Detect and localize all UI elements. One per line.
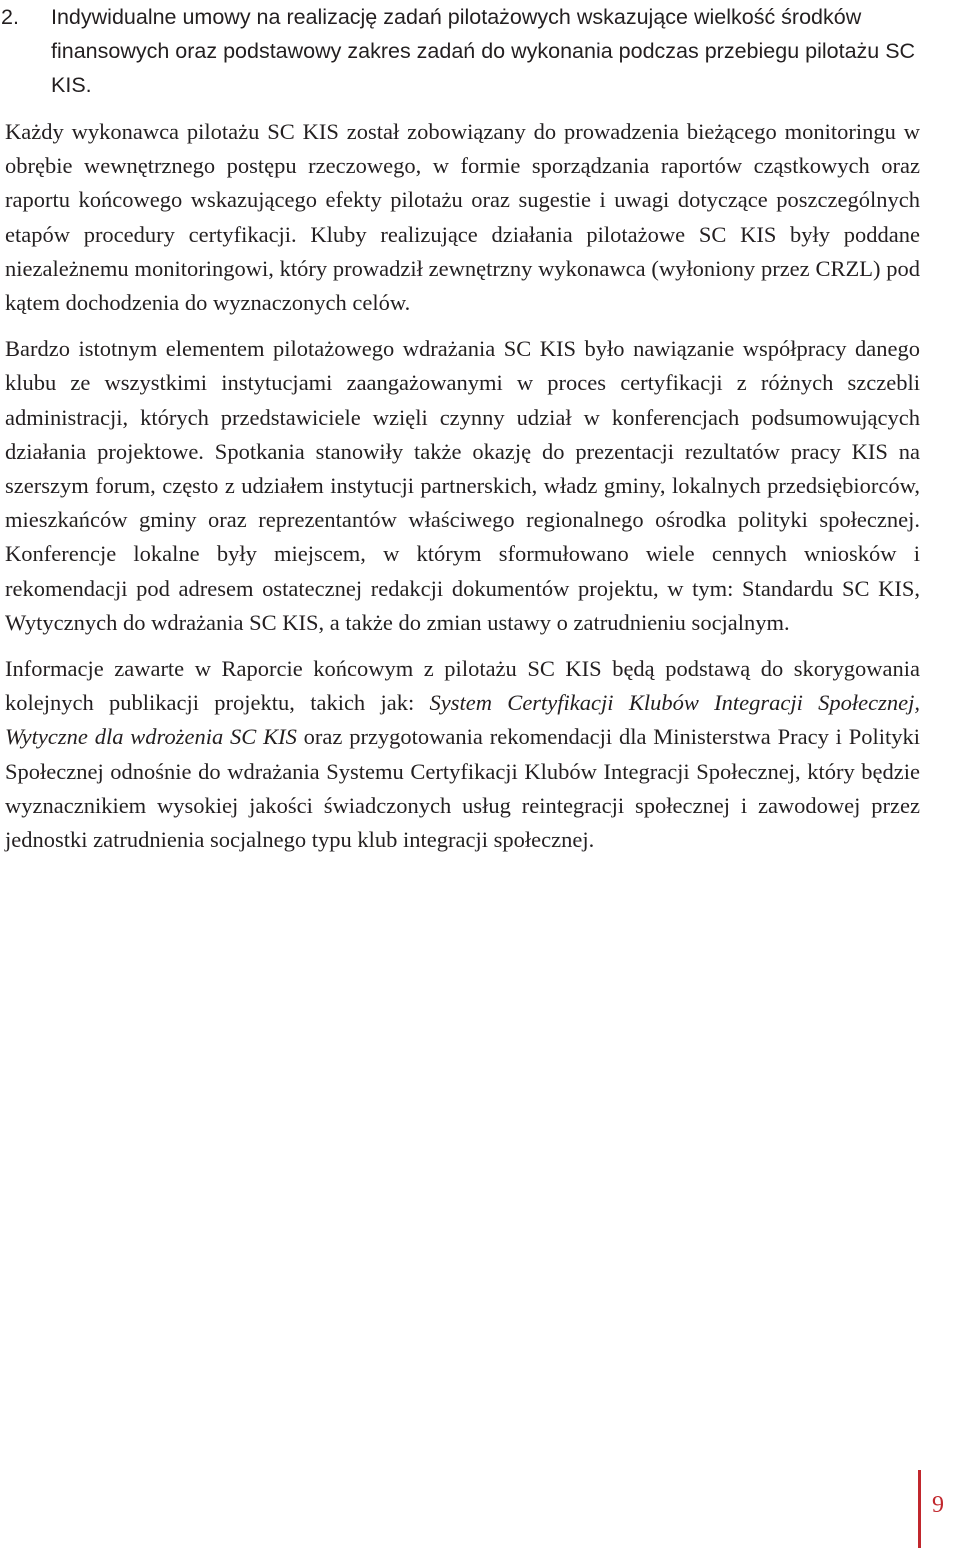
paragraph-final-report [5,652,920,857]
publication-titles: System Certyfikacji Klubów Integracji Społecznej, Wytyczne dla wdrożenia SC KIS [5,690,921,750]
paragraph-text-end: oraz przygotowania rekomendacji dla Ministerstwa Pracy i Polityki Społecznej odnośnie do wdrażania Systemu Certyfikacji Klubów Integracji Społecznej, który będzie wyznacznikiem wysokiej jakości świadczonych usług reintegracji społecznej i zawodowej przez jednostki zatrudnienia socjalnego typu klub integracji społecznej. [5,724,920,853]
list-item-2 [0,0,935,102]
paragraph-cooperation: Bardzo istotnym elementem pilotażowego wdrażania SC KIS było nawiązanie współpracy danego klubu ze wszystkimi instytucjami zaangażowanymi w proces certyfikacji z różnych szczebli administracji, których przedstawiciele wzięli czynny udział w konferencjach podsumowujących działania projektowe. Spotkania stanowiły także okazję do prezentacji rezultatów pracy KIS na szerszym forum, często z udziałem instytucji partnerskich, władz gminy, lokalnych przedsiębiorców, mieszkańców gminy oraz reprezentantów właściwego regionalnego ośrodka polityki społecznej. Konferencje lokalne były miejscem, w którym sformułowano wiele cennych wniosków i rekomendacji pod adresem ostatecznej redakcji dokumentów projektu, w tym: Standardu SC KIS, Wytycznych do wdrażania SC KIS, a także do zmian ustawy o zatrudnieniu socjalnym. [5,336,920,635]
page-number-rule [918,1470,921,1548]
paragraph-text-start: Informacje zawarte w Raporcie końcowym z pilotażu SC KIS będą podstawą do skorygowania kolejnych publikacji projektu, takich jak: [5,656,920,716]
list-item-text: Indywidualne umowy na realizację zadań pilotażowych wskazujące wielkość środków finansowych oraz podstawowy zakres zadań do wykonania podczas przebiegu pilotażu SC KIS. [51,5,916,97]
body-text [5,115,920,857]
list-number: 2. [1,5,19,29]
page-number: 9 [932,1492,944,1518]
paragraph-monitoring: Każdy wykonawca pilotażu SC KIS został zobowiązany do prowadzenia bieżącego monitoringu w obrębie wewnętrznego postępu rzeczowego, w formie sporządzania raportów cząstkowych oraz raportu końcowego wskazującego efekty pilotażu oraz sugestie i uwagi dotyczące poszczególnych etapów procedury certyfikacji. Kluby realizujące działania pilotażowe SC KIS były poddane niezależnemu monitoringowi, który prowadził zewnętrzny wykonawca (wyłoniony przez CRZL) pod kątem dochodzenia do wyznaczonych celów. [5,119,920,316]
